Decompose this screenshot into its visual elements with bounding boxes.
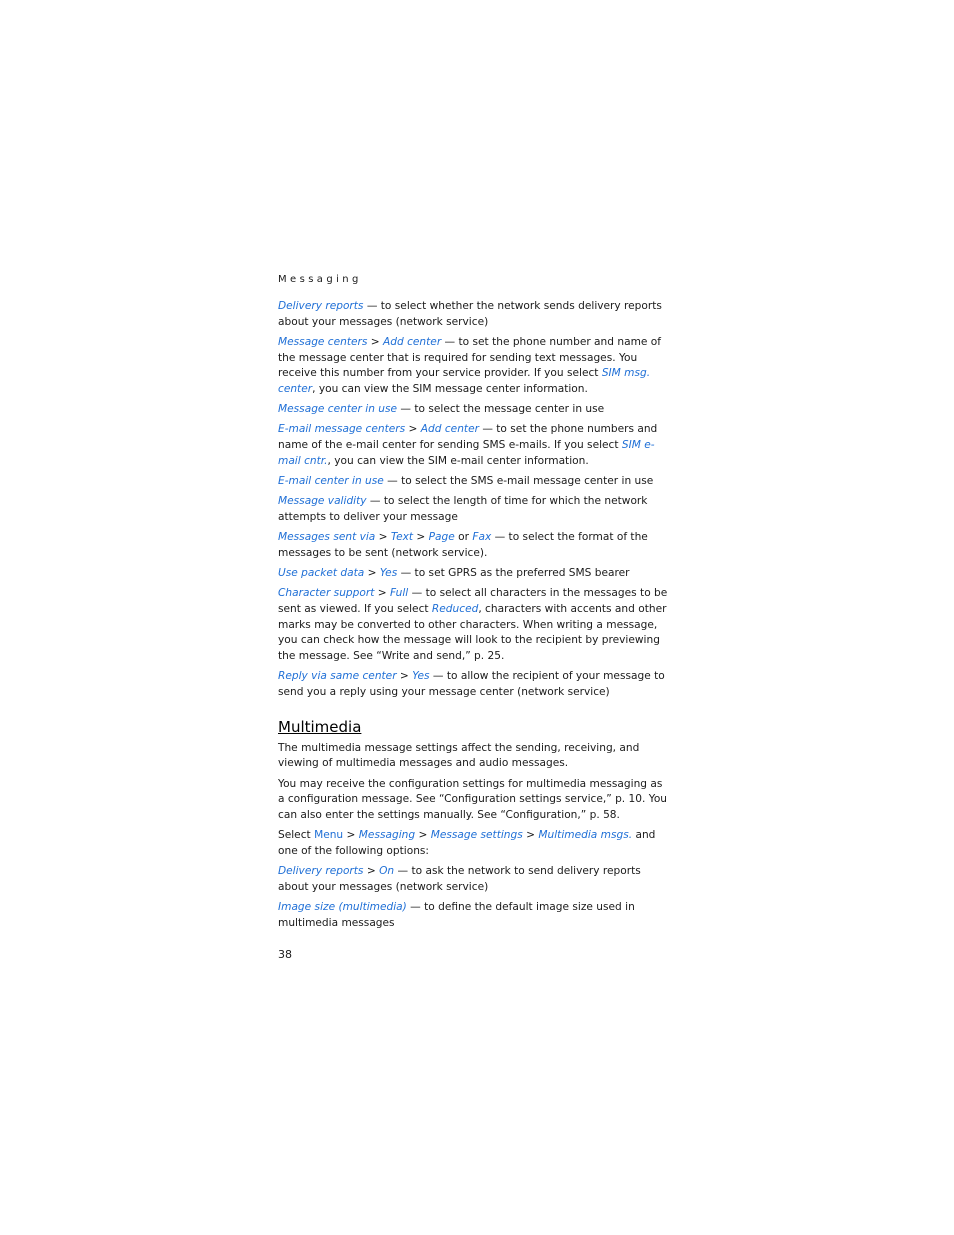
body-text: Select — [278, 829, 315, 842]
menu-option-link[interactable]: Full — [389, 587, 409, 600]
body-text: — to select the message center in use — [397, 403, 605, 416]
menu-option-link[interactable]: Message centers — [278, 335, 368, 348]
menu-option-link[interactable]: Page — [428, 531, 455, 544]
body-text: > — [415, 829, 431, 842]
menu-option-link[interactable]: Add center — [420, 423, 479, 436]
body-text: or — [454, 531, 473, 544]
body-text: > — [343, 829, 359, 842]
section-header: Messaging — [278, 274, 362, 285]
paragraph-email-center-in-use — [278, 474, 670, 490]
body-text: > — [522, 829, 539, 842]
multimedia-heading: Multimedia — [278, 717, 362, 736]
paragraph-email-message-centers — [278, 422, 670, 469]
paragraph-config — [278, 777, 670, 824]
menu-option-link[interactable]: Add center — [383, 335, 442, 348]
body-text: , characters with accents and other marks may be converted to other characters. When writing a message, you can check how the message will look to the recipient by previewing the message. See “Write and send,” p. 25. — [278, 602, 667, 663]
page-number: 38 — [278, 948, 292, 961]
menu-option-link[interactable]: Image size (multimedia) — [278, 901, 407, 913]
menu-option-link[interactable]: SIM msg. center — [278, 367, 651, 396]
body-text: — to set GPRS as the preferred SMS bearer — [397, 567, 630, 580]
paragraph-message-validity — [278, 494, 670, 525]
body-text: and one of the following options: — [278, 829, 656, 857]
menu-option-link[interactable]: Delivery reports — [278, 865, 364, 878]
menu-option-link[interactable]: Multimedia msgs. — [538, 829, 633, 842]
body-text: The multimedia message settings affect the sending, receiving, and viewing of multimedia messages and audio messages. — [278, 741, 640, 770]
paragraph-reply-via-same-center — [278, 669, 670, 700]
menu-option-link[interactable]: Reply via same center — [278, 670, 397, 683]
menu-option-link[interactable]: Message settings — [430, 829, 523, 842]
body-text: — to define the default image size used in multimedia messages — [278, 901, 635, 929]
paragraph-delivery-reports — [278, 299, 670, 330]
body-text: — to select the length of time for which the network attempts to deliver your message — [278, 495, 648, 523]
menu-option-link[interactable]: Message validity — [278, 495, 367, 508]
menu-option-link[interactable]: On — [379, 865, 395, 878]
menu-key-label[interactable]: Menu — [314, 829, 344, 842]
paragraph-character-support — [278, 586, 670, 665]
menu-option-link[interactable]: Message center in use — [278, 403, 398, 416]
menu-option-link[interactable]: Reduced — [431, 602, 479, 615]
body-text: — to select whether the network sends delivery reports about your messages (network service) — [278, 300, 662, 328]
menu-option-link[interactable]: Yes — [412, 670, 430, 683]
menu-option-link[interactable]: SIM e-mail cntr. — [278, 439, 655, 467]
menu-option-link[interactable]: Fax — [472, 531, 492, 544]
body-text: > — [363, 865, 380, 878]
body-text: > — [364, 567, 380, 580]
multimedia-section — [278, 741, 670, 932]
body-text: > — [367, 335, 384, 348]
paragraph-mm-delivery-reports — [278, 864, 670, 895]
menu-option-link[interactable]: E-mail message centers — [278, 423, 406, 436]
menu-option-link[interactable]: Yes — [379, 567, 398, 580]
menu-option-link[interactable]: E-mail center in use — [278, 475, 384, 488]
paragraph-messages-sent-via — [278, 530, 670, 561]
menu-option-link[interactable]: Use packet data — [278, 567, 365, 580]
paragraph-message-centers — [278, 335, 670, 398]
body-text: — to select the format of the messages to be sent (network service). — [278, 531, 648, 559]
menu-option-link[interactable]: Messaging — [358, 829, 416, 842]
body-text: , you can view the SIM message center information. — [312, 383, 588, 396]
body-text: > — [375, 531, 391, 544]
body-text: You may receive the configuration settings for multimedia messaging as a configuration message. See “Configuration settings service,” p. 10. You can also enter the settings manually. See “Configuration,” p. 58. — [278, 777, 668, 821]
body-text: , you can view the SIM e-mail center information. — [327, 454, 589, 467]
paragraph-use-packet-data — [278, 566, 670, 582]
settings-list — [278, 299, 670, 701]
body-text: > — [405, 423, 421, 436]
page-content — [278, 272, 670, 936]
menu-option-link[interactable]: Messages sent via — [278, 531, 376, 544]
body-text: > — [374, 587, 390, 600]
body-text: — to allow the recipient of your message to send you a reply using your message center (network service) — [278, 670, 665, 698]
body-text: — to select all characters in the messages to be sent as viewed. If you select — [278, 587, 668, 615]
paragraph-image-size — [278, 900, 670, 931]
paragraph-intro — [278, 741, 670, 772]
menu-option-link[interactable]: Delivery reports — [278, 300, 364, 312]
body-text: — to select the SMS e-mail message center in use — [383, 475, 654, 488]
body-text: > — [413, 531, 429, 544]
paragraph-select-path — [278, 828, 670, 859]
body-text: > — [396, 670, 413, 683]
body-text: — to ask the network to send delivery reports about your messages (network service) — [278, 865, 641, 893]
menu-option-link[interactable]: Character support — [278, 587, 375, 600]
body-text: — to set the phone number and name of the message center that is required for sending text messages. You receive this number from your service provider. If you select — [278, 335, 661, 380]
menu-option-link[interactable]: Text — [390, 531, 414, 544]
body-text: — to set the phone numbers and name of the e-mail center for sending SMS e-mails. If you select — [278, 423, 658, 452]
paragraph-message-center-in-use — [278, 402, 670, 418]
